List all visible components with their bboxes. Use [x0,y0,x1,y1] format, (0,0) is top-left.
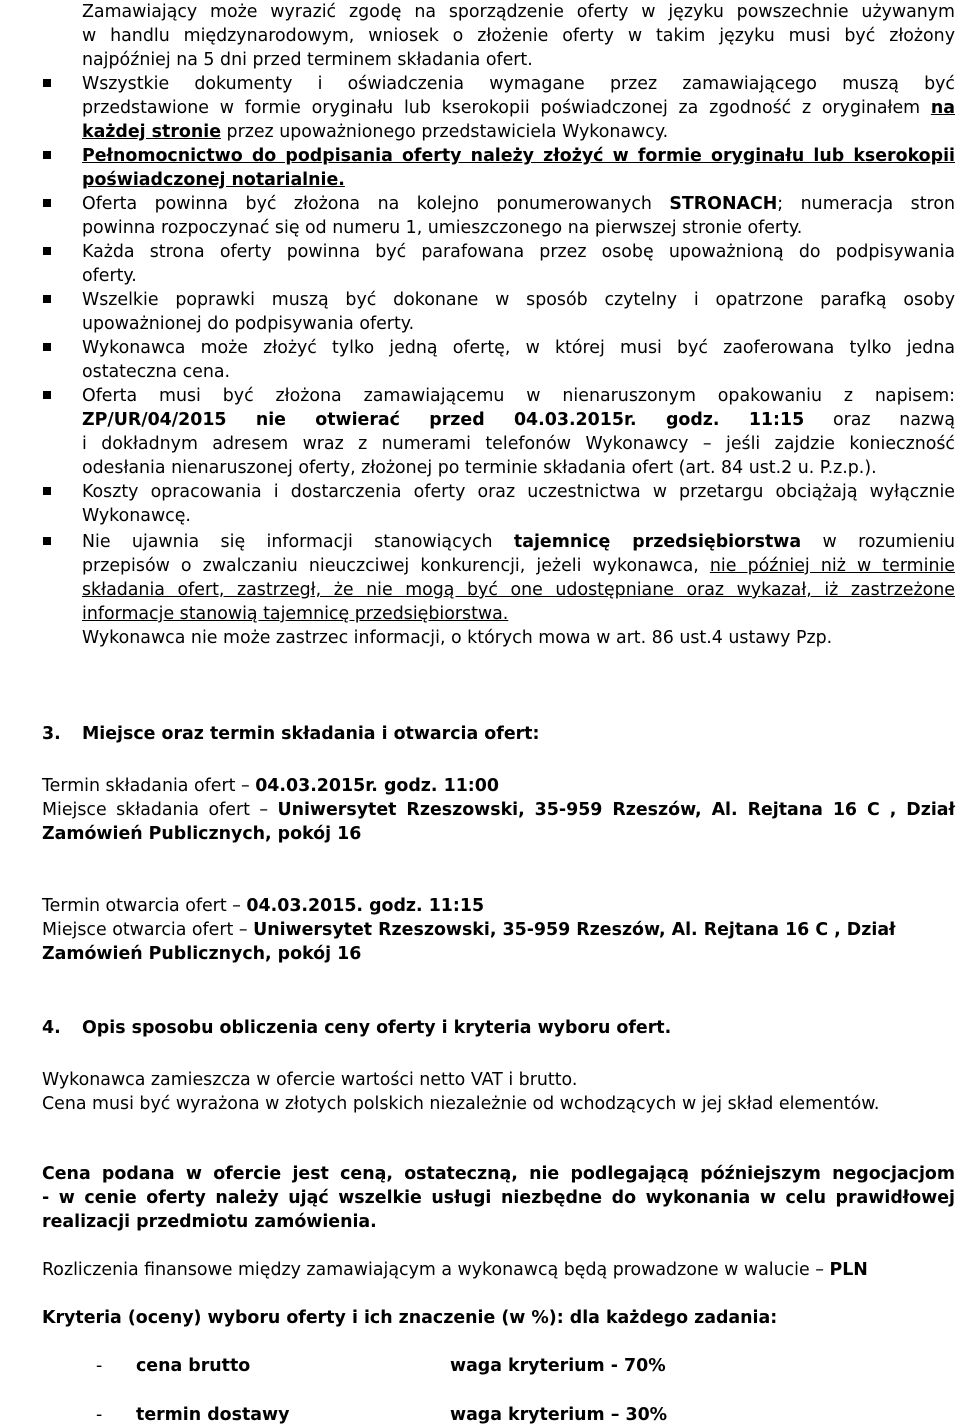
submission-place: Miejsce składania ofert – Uniwersytet Rzeszowski, 35-959 Rzeszów, Al. Rejtana 16 C , Dział Zamówień Publicznych, pokój 16 [42,800,955,844]
bullet-item-single-offer: Wykonawca może złożyć tylko jedną ofertę, w której musi być zaoferowana tylko jedna ostateczna cena. [82,338,955,382]
intro-paragraph: Zamawiający może wyrazić zgodę na sporządzenie oferty w języku powszechnie używanym w handlu międzynarodowym, wniosek o złożenie oferty w takim języku musi być złożony najpóźniej na 5 dni przed terminem składania ofert. [82,2,955,70]
bullet-square-icon [42,288,54,312]
bullet-item-packaging: Oferta musi być złożona zamawiającemu w nienaruszonym opakowaniu z napisem: ZP/UR/04/2015 nie otwierać przed 04.03.2015r. godz. 11:15 oraz nazwą i dokładnym adresem wraz z numerami telefonów Wykonawcy – jeśli zajdzie konieczność odesłania nienaruszonej oferty, złożonej po terminie składania ofert (art. 84 ust.2 u. P.z.p.). [82,386,955,478]
bullet-square-icon [42,240,54,264]
bullet-square-icon [42,480,54,504]
bullet-item-costs: Koszty opracowania i dostarczenia oferty oraz uczestnictwa w przetargu obciążają wyłącznie Wykonawcę. [82,482,955,526]
bullet-item-documents: Wszystkie dokumenty i oświadczenia wymagane przez zamawiającego muszą być przedstawione w formie oryginału lub kserokopii poświadczonej za zgodność z oryginałem na każdej stronie przez upoważnionego przedstawiciela Wykonawcy. [82,74,955,142]
criteria-title: Kryteria (oceny) wyboru oferty i ich znaczenie (w %): dla każdego zadania: [42,1308,778,1328]
criterion-delivery: - termin dostawy waga kryterium – 30% [96,1405,668,1425]
bullet-item-initialing: Każda strona oferty powinna być parafowana przez osobę upoważnioną do podpisywania oferty. [82,242,955,286]
opening-place: Miejsce otwarcia ofert – Uniwersytet Rzeszowski, 35-959 Rzeszów, Al. Rejtana 16 C , Dział Zamówień Publicznych, pokój 16 [42,920,896,964]
bullet-item-power-of-attorney: Pełnomocnictwo do podpisania oferty należy złożyć w formie oryginału lub kserokopii poświadczonej notarialnie. [82,146,955,190]
bullet-square-icon [42,144,54,168]
price-vat-paragraph: Wykonawca zamieszcza w ofercie wartości netto VAT i brutto. Cena musi być wyrażona w złotych polskich niezależnie od wchodzących w jej skład elementów. [42,1070,880,1114]
section-4-heading: 4. Opis sposobu obliczenia ceny oferty i kryteria wyboru ofert. [42,1018,672,1038]
bullet-square-icon [42,530,54,554]
settlement-currency: Rozliczenia finansowe między zamawiającym a wykonawcą będą prowadzone w walucie – PLN [42,1260,868,1280]
bullet-square-icon [42,192,54,216]
submission-deadline: Termin składania ofert – 04.03.2015r. godz. 11:00 [42,776,499,796]
final-price-paragraph: Cena podana w ofercie jest ceną, ostateczną, nie podlegającą późniejszym negocjacjom - w cenie oferty należy ująć wszelkie usługi niezbędne do wykonania w celu prawidłowej realizacji przedmiotu zamówienia. [42,1164,955,1232]
bullet-square-icon [42,72,54,96]
bullet-square-icon [42,384,54,408]
opening-date: Termin otwarcia ofert – 04.03.2015. godz. 11:15 [42,896,485,916]
bullet-item-trade-secret: Nie ujawnia się informacji stanowiących tajemnicę przedsiębiorstwa w rozumieniu przepisów o zwalczaniu nieuczciwej konkurencji, jeżeli wykonawca, nie później niż w terminie składania ofert, zastrzegł, że nie mogą być one udostępniane oraz wykazał, iż zastrzeżone informacje stanowią tajemnicę przedsiębiorstwa. Wykonawca nie może zastrzec informacji, o których mowa w art. 86 ust.4 ustawy Pzp. [82,532,956,648]
bullet-item-corrections: Wszelkie poprawki muszą być dokonane w sposób czytelny i opatrzone parafką osoby upoważnionej do podpisywania oferty. [82,290,955,334]
bullet-item-page-numbering: Oferta powinna być złożona na kolejno ponumerowanych STRONACH; numeracja stron powinna rozpoczynać się od numeru 1, umieszczonego na pierwszej stronie oferty. [82,194,955,238]
criterion-price: - cena brutto waga kryterium - 70% [96,1356,666,1376]
bullet-square-icon [42,336,54,360]
section-3-heading: 3. Miejsce oraz termin składania i otwarcia ofert: [42,724,540,744]
